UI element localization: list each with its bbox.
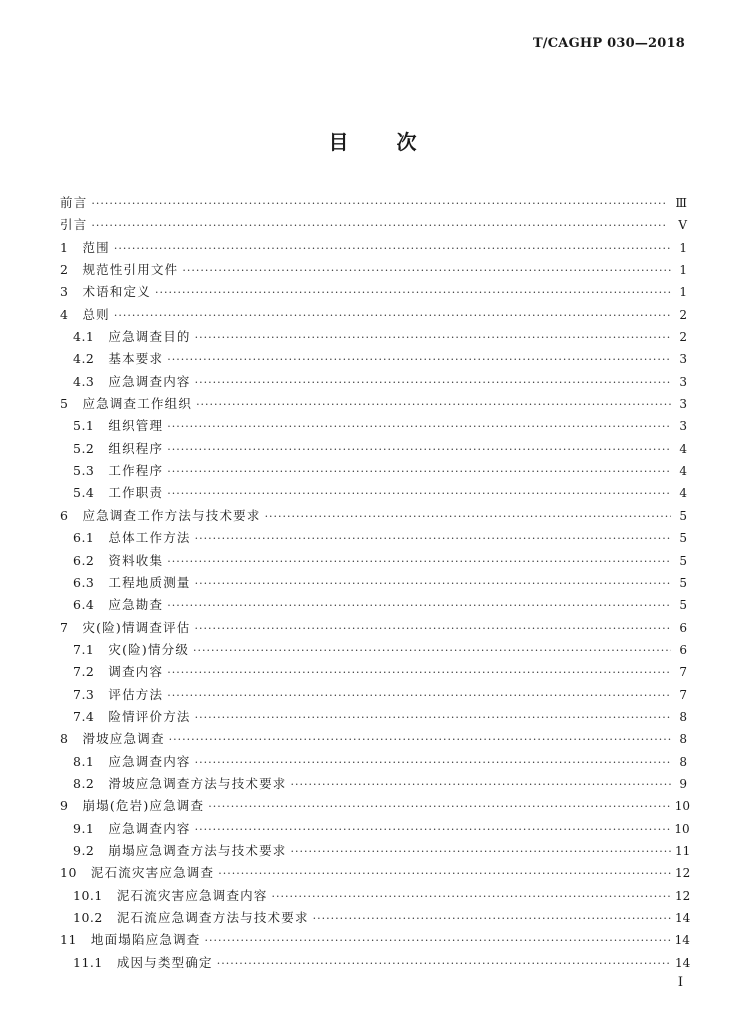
toc-entry-number: 9.2 [73, 842, 95, 858]
toc-entry[interactable] [60, 952, 691, 974]
toc-entry[interactable] [60, 840, 691, 862]
toc-dot-leader [195, 819, 671, 841]
toc-dot-leader [167, 349, 671, 371]
toc-entry-number: 6.1 [73, 530, 95, 546]
toc-entry[interactable] [60, 505, 687, 527]
toc-entry-title: 灾(险)情分级 [108, 641, 190, 657]
toc-entry-number: 2 [60, 262, 69, 278]
toc-entry-number: 7 [60, 619, 69, 635]
toc-entry-title: 总体工作方法 [108, 530, 191, 546]
toc-entry-number: 10 [60, 865, 77, 881]
toc-entry-page: 5 [679, 598, 687, 613]
toc-entry-page: 8 [679, 709, 687, 724]
toc-entry-number: 6.2 [73, 552, 95, 568]
toc-entry[interactable] [60, 393, 687, 415]
toc-entry[interactable] [60, 527, 687, 549]
toc-entry-page: 3 [679, 352, 687, 367]
toc-entry[interactable] [60, 728, 687, 750]
toc-entry-title: 滑坡应急调查 [82, 731, 165, 747]
toc-entry-page: 8 [679, 754, 687, 769]
toc-entry-number: 7.4 [73, 708, 95, 724]
toc-entry-title: 应急调查内容 [108, 373, 191, 389]
toc-entry-page: 7 [679, 665, 687, 680]
toc-dot-leader [167, 685, 671, 707]
toc-entry-number: 7.1 [73, 641, 95, 657]
toc-entry-title: 应急调查工作方法与技术要求 [82, 507, 261, 523]
toc-entry-number: 4.2 [73, 351, 95, 367]
toc-entry-title: 应急调查内容 [108, 753, 191, 769]
toc-entry[interactable] [60, 617, 687, 639]
toc-entry-number: 5.1 [73, 418, 95, 434]
toc-entry[interactable] [60, 326, 687, 348]
toc-dot-leader [217, 953, 671, 975]
toc-entry-title: 成因与类型确定 [116, 954, 213, 970]
toc-dot-leader [169, 729, 671, 751]
toc-entry-title: 基本要求 [108, 351, 164, 367]
toc-entry-title: 险情评价方法 [108, 708, 191, 724]
toc-entry-number: 4.3 [73, 373, 95, 389]
toc-entry-page: 11 [675, 843, 691, 858]
toc-entry-title: 滑坡应急调查方法与技术要求 [108, 775, 287, 791]
title-char-2: 次 [396, 130, 417, 154]
toc-dot-leader [195, 528, 671, 550]
toc-entry-title: 工作程序 [108, 463, 164, 479]
page-number: I [677, 975, 683, 990]
toc-entry[interactable] [60, 661, 687, 683]
toc-dot-leader [265, 506, 671, 528]
toc-entry-page: 8 [679, 732, 687, 747]
toc-entry-number: 4.1 [73, 329, 95, 345]
toc-entry[interactable] [60, 885, 691, 907]
toc-entry-title: 资料收集 [108, 552, 164, 568]
toc-entry-page: 2 [679, 307, 687, 322]
toc-dot-leader [218, 863, 671, 885]
toc-entry[interactable] [60, 706, 687, 728]
toc-entry-number: 5.3 [73, 463, 95, 479]
toc-entry-title: 灾(险)情调查评估 [82, 619, 191, 635]
toc-entry-number: 4 [60, 306, 69, 322]
toc-entry[interactable] [60, 460, 687, 482]
toc-entry-page: 5 [679, 553, 687, 568]
toc-dot-leader [167, 439, 671, 461]
toc-entry-number: 11 [60, 932, 77, 948]
toc-entry-page: 5 [679, 575, 687, 590]
toc-entry[interactable] [60, 259, 687, 281]
toc-entry-title: 泥石流灾害应急调查内容 [116, 887, 268, 903]
toc-entry-number: 8.2 [73, 775, 95, 791]
toc-entry-page: 12 [675, 888, 691, 903]
toc-entry-title: 范围 [82, 239, 110, 255]
toc-entry-page: 10 [674, 821, 690, 836]
toc-entry-number: 7.3 [73, 686, 95, 702]
toc-dot-leader [195, 707, 671, 729]
toc-entry[interactable] [60, 773, 687, 795]
toc-dot-leader [195, 618, 671, 640]
toc-entry-number: 11.1 [73, 954, 103, 970]
toc-entry-title: 评估方法 [108, 686, 164, 702]
toc-dot-leader [167, 416, 671, 438]
toc-entry[interactable] [60, 237, 687, 259]
toc-entry-number: 6.3 [73, 574, 95, 590]
toc-dot-leader [114, 305, 671, 327]
toc-entry-number: 9.1 [73, 820, 95, 836]
toc-entry-number: 6.4 [73, 597, 95, 613]
toc-entry-title: 规范性引用文件 [82, 262, 179, 278]
title-char-1: 目 [328, 130, 349, 154]
toc-dot-leader [167, 551, 671, 573]
toc-entry-number: 7.2 [73, 664, 95, 680]
toc-entry-page: 7 [679, 687, 687, 702]
toc-dot-leader [193, 640, 671, 662]
toc-entry-page: Ⅲ [675, 196, 687, 210]
toc-entry[interactable] [60, 639, 687, 661]
toc-entry[interactable] [60, 818, 690, 840]
toc-entry[interactable] [60, 929, 690, 951]
toc-dot-leader [195, 573, 671, 595]
toc-dot-leader [91, 215, 671, 237]
toc-entry-number: 8 [60, 731, 69, 747]
toc-entry[interactable] [60, 862, 691, 884]
toc-entry-title: 术语和定义 [82, 284, 151, 300]
toc-dot-leader [167, 662, 671, 684]
toc-entry-page: 5 [679, 531, 687, 546]
toc-entry[interactable] [60, 907, 691, 929]
toc-entry-page: 1 [679, 285, 687, 300]
toc-entry-page: Ⅴ [678, 218, 687, 233]
toc-entry[interactable] [60, 550, 687, 572]
toc-entry-title: 崩塌(危岩)应急调查 [82, 798, 205, 814]
toc-entry-page: 1 [679, 240, 687, 255]
toc-entry[interactable] [60, 192, 687, 214]
toc-dot-leader [167, 595, 671, 617]
toc-entry-title: 引言 [60, 217, 88, 233]
toc-dot-leader [91, 193, 671, 215]
toc-entry-page: 14 [674, 955, 691, 970]
toc-dot-leader [195, 372, 671, 394]
toc-entry-title: 组织管理 [108, 418, 164, 434]
toc-entry-page: 3 [679, 397, 687, 412]
toc-entry-page: 10 [674, 799, 690, 814]
table-of-contents [60, 192, 691, 974]
toc-dot-leader [114, 238, 671, 260]
toc-entry[interactable] [60, 572, 687, 594]
toc-entry-title: 应急勘查 [108, 597, 164, 613]
toc-entry-number: 1 [60, 239, 69, 255]
toc-entry-number: 5 [60, 396, 69, 412]
toc-dot-leader [182, 260, 671, 282]
toc-entry-title: 工作职责 [108, 485, 164, 501]
toc-entry-title: 工程地质测量 [108, 574, 191, 590]
page-title [0, 126, 745, 155]
toc-entry[interactable] [60, 684, 687, 706]
toc-entry-page: 12 [674, 866, 691, 881]
toc-entry-page: 3 [679, 419, 687, 434]
toc-entry-page: 14 [674, 933, 690, 948]
toc-dot-leader [272, 886, 671, 908]
toc-entry-title: 应急调查内容 [108, 820, 191, 836]
toc-entry-number: 5.4 [73, 485, 95, 501]
toc-entry-page: 4 [679, 486, 687, 501]
toc-entry[interactable] [60, 795, 690, 817]
toc-dot-leader [291, 774, 672, 796]
toc-entry-title: 泥石流灾害应急调查 [90, 865, 215, 881]
toc-entry-title: 前言 [60, 195, 88, 210]
toc-entry[interactable] [60, 348, 687, 370]
toc-dot-leader [195, 327, 671, 349]
toc-entry-title: 地面塌陷应急调查 [90, 932, 201, 948]
toc-dot-leader [167, 461, 671, 483]
toc-entry-page: 9 [679, 776, 687, 791]
toc-entry-title: 崩塌应急调查方法与技术要求 [108, 842, 287, 858]
toc-dot-leader [196, 394, 671, 416]
toc-entry-title: 总则 [82, 306, 110, 322]
toc-entry-number: 6 [60, 507, 69, 523]
toc-entry-page: 3 [679, 374, 687, 389]
toc-entry[interactable] [60, 281, 687, 303]
toc-dot-leader [205, 930, 671, 952]
toc-entry[interactable] [60, 304, 687, 326]
toc-entry[interactable] [60, 751, 687, 773]
toc-entry-page: 4 [679, 441, 687, 456]
toc-dot-leader [155, 282, 671, 304]
toc-entry-number: 10.1 [73, 887, 103, 903]
toc-dot-leader [291, 841, 672, 863]
toc-entry-title: 调查内容 [108, 664, 164, 680]
toc-entry[interactable] [60, 594, 687, 616]
toc-dot-leader [313, 908, 671, 930]
toc-entry-title: 应急调查目的 [108, 329, 191, 345]
toc-entry-page: 5 [679, 508, 687, 523]
toc-entry-page: 4 [679, 464, 687, 479]
toc-entry[interactable] [60, 482, 687, 504]
toc-entry-number: 8.1 [73, 753, 95, 769]
toc-entry[interactable] [60, 371, 687, 393]
toc-entry-page: 6 [679, 620, 687, 635]
toc-entry-number: 10.2 [73, 910, 103, 925]
toc-entry[interactable] [60, 214, 687, 236]
toc-entry-page: 14 [675, 911, 691, 925]
toc-entry-page: 6 [679, 642, 687, 657]
toc-dot-leader [195, 752, 671, 774]
toc-dot-leader [167, 483, 671, 505]
toc-entry[interactable] [60, 415, 687, 437]
toc-entry-page: 2 [679, 330, 687, 345]
toc-entry-page: 1 [679, 263, 687, 278]
toc-entry-title: 泥石流应急调查方法与技术要求 [116, 910, 309, 925]
toc-entry-title: 应急调查工作组织 [82, 396, 193, 412]
toc-entry[interactable] [60, 438, 687, 460]
toc-entry-number: 9 [60, 798, 69, 814]
toc-dot-leader [208, 796, 671, 818]
toc-entry-title: 组织程序 [108, 440, 164, 456]
toc-entry-number: 5.2 [73, 440, 95, 456]
standard-code: T/CAGHP 030—2018 [532, 36, 685, 51]
toc-entry-number: 3 [60, 284, 69, 300]
